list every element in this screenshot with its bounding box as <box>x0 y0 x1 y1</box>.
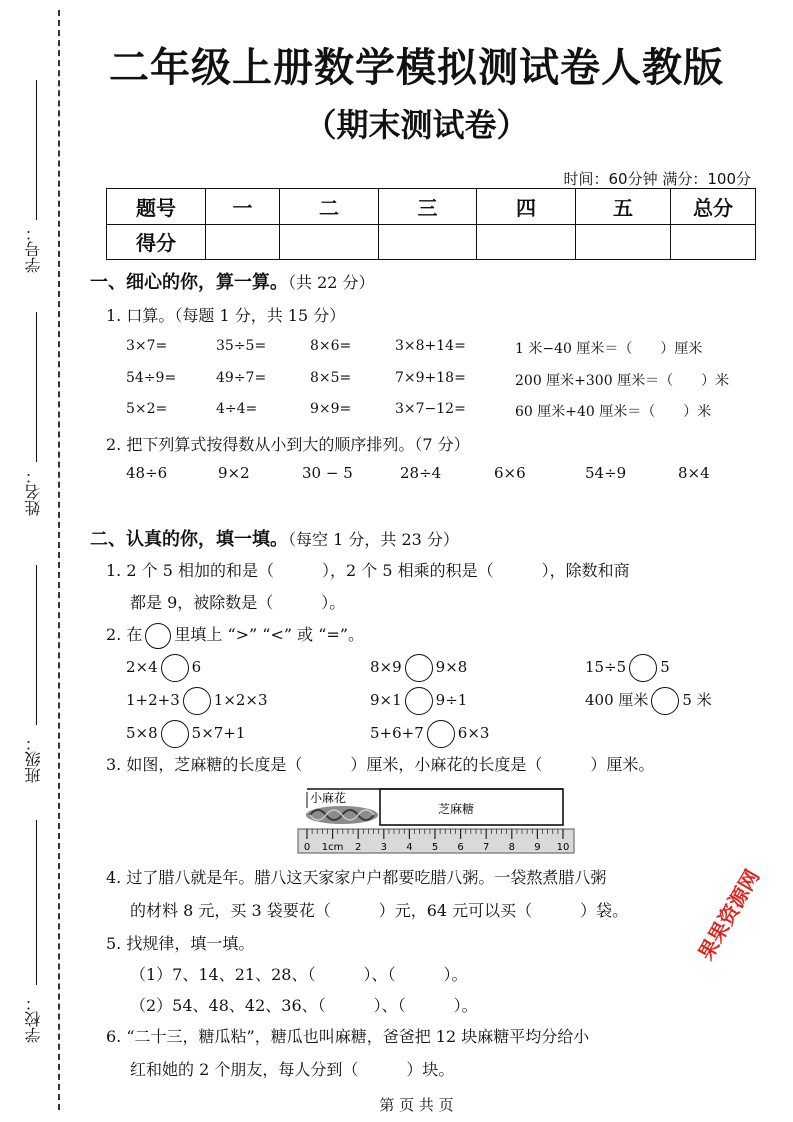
name-rule <box>36 312 37 462</box>
compare-left: 8×9 <box>370 658 402 676</box>
compare-circle[interactable] <box>427 720 455 748</box>
order-item: 54÷9 <box>585 464 627 482</box>
score-header-cell: 五 <box>576 189 671 225</box>
ruler-tick-label: 1cm <box>321 842 344 853</box>
calc-item: 54÷9= <box>126 370 177 386</box>
score-row-label: 得分 <box>107 224 206 260</box>
ruler-tick-label: 6 <box>457 842 464 853</box>
name-label: 姓名： <box>24 468 43 516</box>
order-item: 48÷6 <box>126 464 168 482</box>
student-id-label: 学号： <box>24 225 43 273</box>
page-subtitle: （期末测试卷） <box>304 106 529 144</box>
calc-item: 200 厘米+300 厘米＝（ ）米 <box>515 373 730 389</box>
ruler-tick-label: 2 <box>355 842 362 853</box>
section1-heading <box>90 268 375 294</box>
compare-item <box>370 720 489 748</box>
s2-q4-line2: 的材料 8 元，买 3 袋要花（ ）元，64 元可以买（ ）袋。 <box>130 901 629 920</box>
score-cell[interactable] <box>206 224 280 260</box>
calc-item: 3×8+14= <box>395 338 466 354</box>
compare-circle[interactable] <box>183 687 211 715</box>
compare-circle[interactable] <box>161 720 189 748</box>
compare-circle[interactable] <box>629 654 657 682</box>
score-header-cell: 题号 <box>107 189 206 225</box>
compare-left: 5×8 <box>126 724 158 742</box>
score-table-header-row <box>107 189 756 225</box>
calc-item: 49÷7= <box>216 370 267 386</box>
compare-left: 9×1 <box>370 691 402 709</box>
compare-circle[interactable] <box>651 687 679 715</box>
s2-q5-label: 5. 找规律，填一填。 <box>106 934 255 953</box>
score-header-cell: 四 <box>477 189 576 225</box>
ruler-tick-label: 7 <box>483 842 490 853</box>
score-header-cell: 二 <box>280 189 379 225</box>
score-cell[interactable] <box>379 224 477 260</box>
calc-item: 8×5= <box>310 370 352 386</box>
section2-title: 二、认真的你，填一填。 <box>90 529 288 550</box>
s2-q5-1: （1）7、14、21、28、（ ）、（ ）。 <box>130 965 468 984</box>
class-label: 班级： <box>24 735 43 783</box>
order-item: 6×6 <box>494 464 526 482</box>
compare-circle[interactable] <box>161 654 189 682</box>
ruler-tick-label: 5 <box>431 842 439 853</box>
ruler-tick-label: 0 <box>303 842 311 853</box>
class-rule <box>36 565 37 725</box>
s2-q3: 3. 如图，芝麻糖的长度是（ ）厘米，小麻花的长度是（ ）厘米。 <box>106 755 655 774</box>
compare-right: 5×7+1 <box>191 724 246 742</box>
calc-item: 60 厘米+40 厘米＝（ ）米 <box>515 404 712 420</box>
compare-left: 5+6+7 <box>370 724 424 742</box>
order-item: 28÷4 <box>400 464 442 482</box>
s2-q2-suffix: 里填上 “>” “<” 或 “=”。 <box>174 625 365 644</box>
compare-right: 5 <box>660 658 670 676</box>
section2-heading <box>90 525 459 551</box>
compare-left: 2×4 <box>126 658 158 676</box>
calc-item: 5×2= <box>126 401 168 417</box>
twist-snack-icon <box>306 806 378 824</box>
compare-item <box>370 687 467 715</box>
compare-item <box>126 654 201 682</box>
calc-item: 1 米−40 厘米＝（ ）厘米 <box>515 341 703 357</box>
ruler-tick-label: 4 <box>406 842 413 853</box>
compare-item <box>585 654 670 682</box>
watermark: 果果资源网 <box>693 865 765 964</box>
answer-circle-icon <box>145 623 171 649</box>
score-cell[interactable] <box>576 224 671 260</box>
compare-circle[interactable] <box>405 654 433 682</box>
ruler-tick-label: 10 <box>556 842 570 853</box>
score-cell[interactable] <box>477 224 576 260</box>
ruler-tick-label: 3 <box>380 842 387 853</box>
compare-item <box>370 654 467 682</box>
s2-q2-prefix: 2. 在 <box>106 625 143 644</box>
score-table <box>106 188 756 260</box>
calc-item: 3×7= <box>126 338 168 354</box>
s2-q6-line2: 红和她的 2 个朋友，每人分到（ ）块。 <box>130 1060 455 1079</box>
order-item: 30 − 5 <box>302 464 353 482</box>
compare-right: 9×8 <box>435 658 468 676</box>
s2-q2-label <box>106 622 364 649</box>
score-header-cell: 总分 <box>671 189 756 225</box>
calc-item: 8×6= <box>310 338 352 354</box>
compare-left: 1+2+3 <box>126 691 180 709</box>
calc-item: 9×9= <box>310 401 352 417</box>
s2-q5-2: （2）54、48、42、36、（ ）、（ ）。 <box>130 996 478 1015</box>
s2-q1-line2: 都是 9，被除数是（ ）。 <box>130 593 346 612</box>
score-cell[interactable] <box>280 224 379 260</box>
ruler-tick-label: 9 <box>534 842 541 853</box>
s2-q4-line1: 4. 过了腊八就是年。腊八这天家家户户都要吃腊八粥。一袋熬煮腊八粥 <box>106 868 607 887</box>
binding-margin-line <box>58 10 60 1110</box>
label-twist: 小麻花 <box>310 791 347 805</box>
ruler-tick-label: 8 <box>508 842 515 853</box>
score-header-cell: 一 <box>206 189 280 225</box>
compare-item <box>126 687 268 715</box>
score-header-cell: 三 <box>379 189 477 225</box>
calc-item: 4÷4= <box>216 401 258 417</box>
compare-right: 1×2×3 <box>213 691 268 709</box>
calc-item: 3×7−12= <box>395 401 466 417</box>
compare-left: 400 厘米 <box>585 691 649 709</box>
compare-left: 15÷5 <box>585 658 627 676</box>
page-footer: 第 页 共 页 <box>379 1096 454 1114</box>
s2-q1-line1: 1. 2 个 5 相加的和是（ ），2 个 5 相乘的积是（ ），除数和商 <box>106 561 630 580</box>
section1-title: 一、细心的你，算一算。 <box>90 272 288 293</box>
section2-points: （每空 1 分，共 23 分） <box>288 530 459 549</box>
compare-right: 5 米 <box>682 691 712 709</box>
section1-points: （共 22 分） <box>288 273 375 292</box>
compare-item <box>585 687 712 715</box>
ruler-figure <box>290 780 580 860</box>
calc-item: 35÷5= <box>216 338 267 354</box>
calc-item: 7×9+18= <box>395 370 466 386</box>
school-label: 学校： <box>24 995 43 1043</box>
order-item: 8×4 <box>678 464 710 482</box>
compare-right: 6 <box>191 658 202 676</box>
score-cell[interactable] <box>671 224 756 260</box>
compare-right: 9÷1 <box>435 691 468 709</box>
score-table-score-row <box>107 224 756 260</box>
time-info: 时间：60分钟 满分：100分 <box>563 170 751 188</box>
compare-right: 6×3 <box>457 724 490 742</box>
page-title: 二年级上册数学模拟测试卷人教版 <box>109 45 724 91</box>
school-rule <box>36 820 37 985</box>
s2-q6-line1: 6. “二十三，糖瓜粘”，糖瓜也叫麻糖，爸爸把 12 块麻糖平均分给小 <box>106 1027 590 1046</box>
order-item: 9×2 <box>218 464 250 482</box>
label-sesame: 芝麻糖 <box>438 802 475 816</box>
compare-item <box>126 720 245 748</box>
s1-q2-label: 2. 把下列算式按得数从小到大的顺序排列。（7 分） <box>106 435 470 454</box>
compare-circle[interactable] <box>405 687 433 715</box>
s1-q1-label: 1. 口算。（每题 1 分，共 15 分） <box>106 306 346 325</box>
